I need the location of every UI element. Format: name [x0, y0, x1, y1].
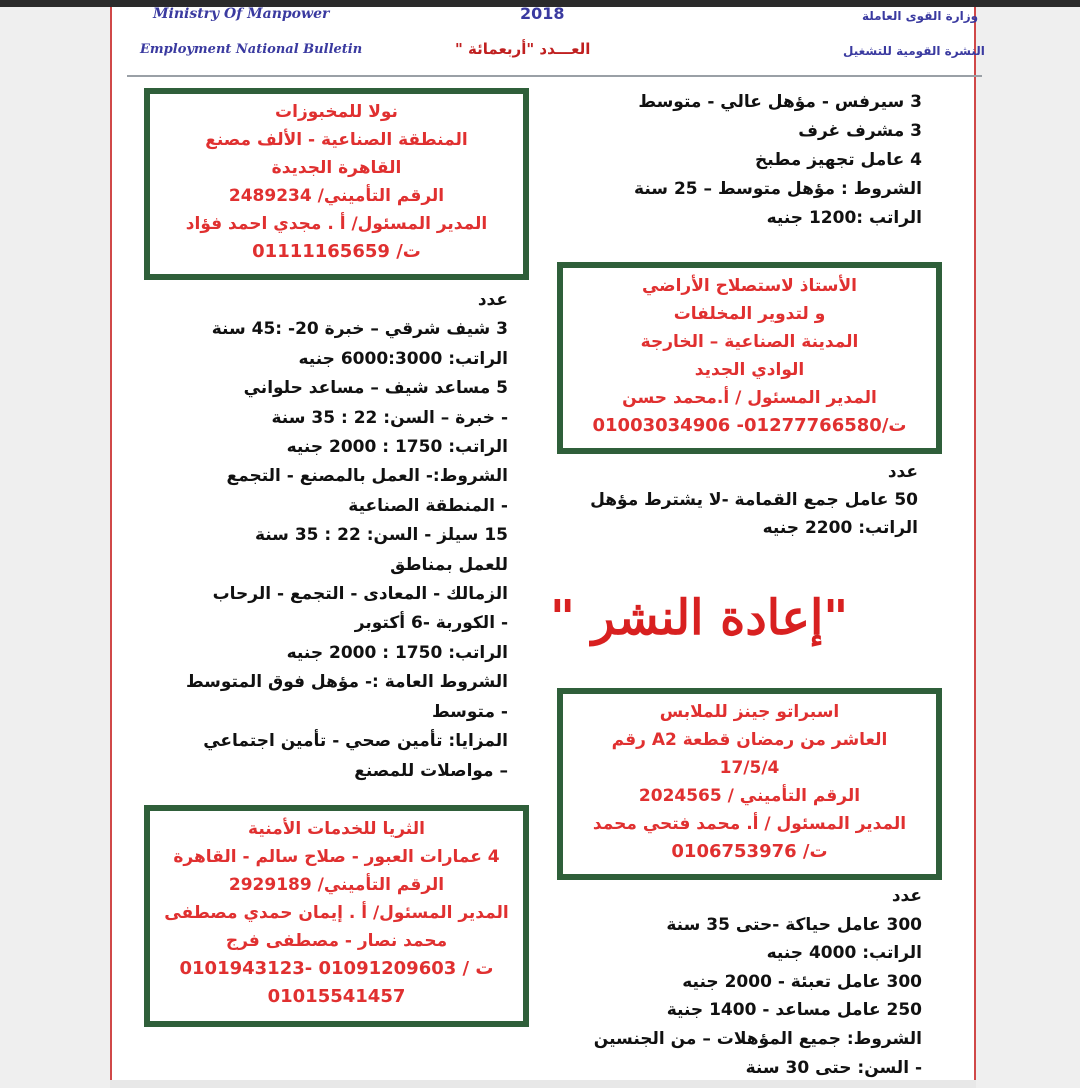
insurance-number: الرقم التأميني/ 2489234 [228, 186, 445, 206]
ministry-arabic: وزارة القوى العاملة [862, 9, 979, 23]
insurance-number: الرقم التأميني / 2024565 [638, 786, 861, 806]
company-name: نولا للمخبوزات [275, 102, 398, 122]
job-line: 4 عامل تجهيز مطبخ [755, 150, 922, 170]
ad-box-ostaz [557, 262, 942, 454]
issue-number: العـــدد "أربعمائة " [455, 40, 591, 58]
conditions-line: الشروط:- العمل بالمصنع - التجمع [226, 466, 508, 487]
address: 4 عمارات العبور - صلاح سالم - القاهرة [173, 847, 500, 867]
jobs-list-top-right [634, 88, 922, 233]
bulletin-arabic: النشرة القومية للتشغيل [843, 44, 985, 58]
phone: ت/01277766580- 01003034906 [592, 415, 907, 436]
address: المنطقة الصناعية - الألف مصنع [205, 130, 468, 150]
job-line: 250 عامل مساعد - 1400 جنية [666, 1000, 922, 1021]
conditions-line: الشروط: جميع المؤهلات – من الجنسين [593, 1028, 922, 1049]
ad-box-thoraya [144, 805, 529, 1027]
address: الوادي الجديد [694, 360, 805, 380]
salary-line: الراتب: 1750 : 2000 جنيه [286, 437, 508, 458]
conditions-line: - السن: حتى 30 سنة [745, 1057, 922, 1078]
company-name: الأستاذ لاستصلاح الأراضي [641, 276, 858, 296]
benefits-line: – مواصلات للمصنع [354, 760, 508, 781]
jobs-list-bottom-right [594, 882, 922, 1082]
manager: المدير المسئول / أ. محمد فتحي محمد [592, 814, 907, 834]
count-label: عدد [477, 290, 508, 310]
address: 17/5/4 [719, 758, 780, 778]
manager: المدير المسئول / أ.محمد حسن [622, 388, 877, 408]
job-line: الزمالك - المعادى - التجمع - الرحاب [212, 584, 508, 605]
job-line: 3 شيف شرقي – خبرة 20- :45 سنة [211, 319, 508, 340]
phone: ت / 01091209603 -0101943123 [179, 958, 494, 979]
conditions-line: الشروط العامة :- مؤهل فوق المتوسط [185, 672, 508, 693]
job-line: 300 عامل حياكة -حتى 35 سنة [666, 914, 922, 935]
job-line: - الكوربة -6 أكتوبر [354, 613, 508, 634]
salary-line: الراتب: 1750 : 2000 جنيه [286, 642, 508, 663]
reprint-banner: "إعادة النشر " [550, 590, 849, 646]
conditions-line: - المنطقة الصناعية [348, 495, 508, 516]
insurance-number: الرقم التأميني/ 2929189 [228, 875, 445, 895]
phone: 01015541457 [267, 986, 406, 1007]
ministry-english: Ministry Of Manpower [153, 6, 330, 22]
year: 2018 [520, 4, 565, 23]
job-line: للعمل بمناطق [390, 554, 508, 575]
ad-box-nola [144, 88, 529, 280]
job-line: 3 مشرف غرف [798, 121, 922, 141]
count-label: عدد [887, 462, 918, 482]
phone: ت/ 0106753976 [671, 841, 828, 862]
bulletin-english: Employment National Bulletin [140, 42, 363, 57]
manager: المدير المسئول/ أ . إيمان حمدي مصطفى [164, 903, 509, 923]
phone: ت/ 01111165659 [252, 241, 421, 262]
manager: المدير المسئول/ أ . مجدي احمد فؤاد [185, 214, 488, 234]
company-name: اسبراتو جينز للملابس [659, 702, 840, 722]
address: و لتدوير المخلفات [673, 304, 826, 324]
salary-line: الراتب: 6000:3000 جنيه [298, 348, 508, 369]
jobs-list-left [186, 286, 508, 786]
job-line: 15 سيلز - السن: 22 : 35 سنة [254, 525, 508, 546]
job-line: 5 مساعد شيف – مساعد حلواني [243, 378, 508, 399]
salary-line: الراتب :1200 جنيه [766, 208, 922, 228]
benefits-line: المزايا: تأمين صحي - تأمين اجتماعي [203, 731, 508, 752]
job-line: 3 سيرفس - مؤهل عالي - متوسط [638, 92, 922, 112]
address: القاهرة الجديدة [271, 158, 402, 178]
ad-box-esprato [557, 688, 942, 880]
conditions-line: الشروط : مؤهل متوسط – 25 سنة [634, 179, 922, 199]
company-name: الثريا للخدمات الأمنية [248, 819, 425, 839]
address: المدينة الصناعية – الخارجة [640, 332, 859, 352]
job-line: 300 عامل تعبئة - 2000 جنيه [682, 971, 922, 992]
job-line: 50 عامل جمع القمامة -لا يشترط مؤهل [590, 490, 918, 510]
count-label: عدد [891, 886, 922, 906]
header-divider [127, 75, 982, 77]
jobs-list-mid-right [590, 458, 918, 542]
address: العاشر من رمضان قطعة A2 رقم [611, 730, 888, 750]
conditions-line: - متوسط [431, 701, 508, 722]
manager: محمد نصار - مصطفى فرج [225, 931, 448, 951]
salary-line: الراتب: 2200 جنيه [762, 518, 918, 538]
salary-line: الراتب: 4000 جنيه [766, 943, 922, 964]
job-line: - خبرة – السن: 22 : 35 سنة [271, 407, 508, 428]
